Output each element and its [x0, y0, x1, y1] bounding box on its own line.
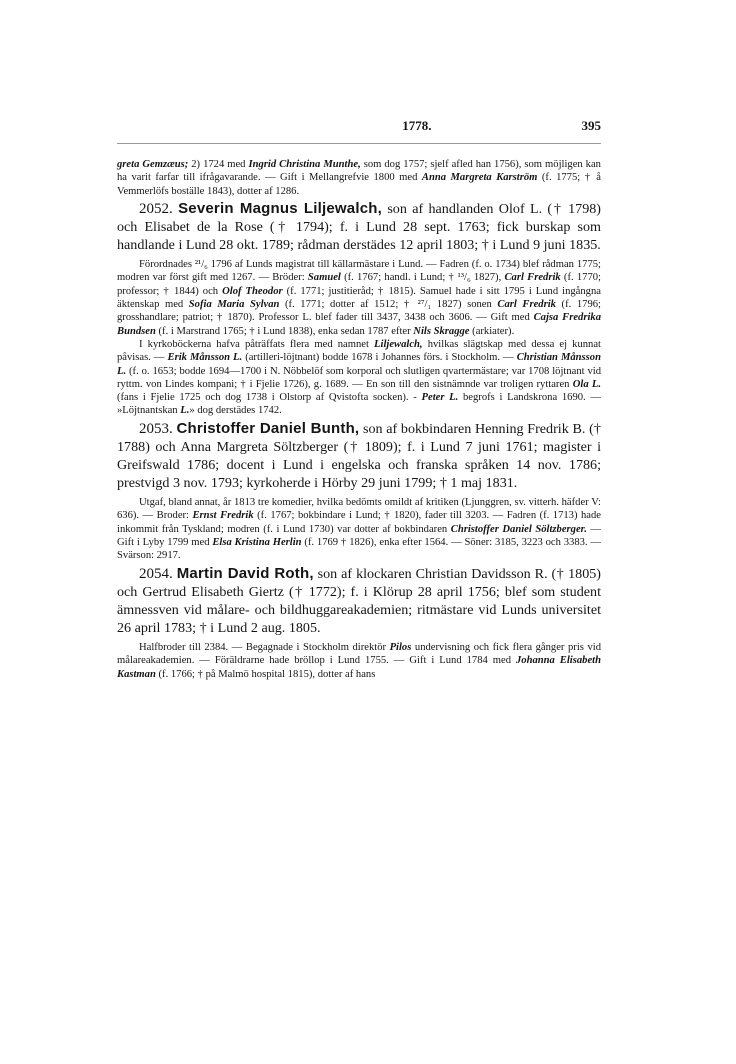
person-name: Carl Fredrik	[497, 299, 556, 311]
entry-bio	[117, 565, 601, 637]
entry-note	[117, 496, 601, 562]
note-text: (fans i Fjelie 1725 och dog 1738 i Olstorp af Qvistofta socken). -	[117, 392, 422, 404]
note-text: Halfbroder till 2384. — Begagnade i Stockholm direktör	[139, 641, 390, 653]
person-name: Olof Theodor	[222, 285, 283, 297]
note-text: (f. 1796; grosshandlare; patriot; † 1870). Professor L. blef fader till 3437, 3438 och 3606. — Gift med	[117, 299, 601, 324]
note-text: Utgaf, bland annat, år 1813 tre komedier, hvilka bedömts omildt af kritiken (Ljunggren, sv. vitterh. häfder V: 636). — Broder:	[117, 497, 601, 522]
note-text: (f. 1771; justitieråd; † 1815). Samuel hade i sitt 1795 i Lund ingångna äktenskap med	[117, 285, 601, 311]
header-year: 1778.	[402, 118, 432, 133]
person-name: Sofia Maria Sylvan	[188, 299, 280, 311]
note-text: som dog 1757; sjelf afled han 1756), som möjligen kan ha varit farfar till ifrågavarande. — Gift i Mellangrefvie 1800 med	[117, 159, 601, 184]
person-name: Cajsa Fredrika Bundsen	[117, 312, 601, 337]
note-text: 2) 1724 med	[188, 159, 249, 170]
person-name: Anna Margreta Karström	[421, 172, 538, 184]
entry-number: 2054.	[139, 565, 173, 582]
person-name: Carl Fredrik	[504, 272, 561, 284]
entry-bio-text: son af bokbindaren Henning Fredrik B. († 1788) och Anna Margreta Söltzberger († 1809); f. i Lund 7 juni 1761; magister i Greifswald 1786; docent i Lund i engelska och franska språken 14 nov. 1786; prestvigd 3 nov. 1793; kyrkoherde i Hörby 29 juni 1799; † 1 maj 1831.	[117, 420, 601, 492]
entry-bio-text: son af handlanden Olof L. († 1798) och Elisabet de la Rose († 1794); f. i Lund 28 sept. 1763; fick burskap som handlande i Lund 28 okt. 1789; rådman derstädes 12 april 1803; † i Lund 9 juni 1835.	[117, 200, 602, 254]
person-name: Erik Månsson L.	[167, 352, 243, 364]
entry-bio	[117, 200, 601, 254]
person-name: Christoffer Daniel Söltzberger.	[450, 523, 587, 535]
note-text: (f. 1767; bokbindare i Lund; † 1820), fader till 3203. — Fadren (f. 1713) hade inkommit från Tyskland; modren (f. i Lund 1730) var dotter af bokbindaren	[117, 510, 601, 535]
entry-name: Severin Magnus Liljewalch,	[178, 199, 382, 217]
note-text: (f. 1769 † 1826), enka efter 1564. — Söner: 3185, 3223 och 3383. — Svärson: 2917.	[117, 537, 601, 562]
entry-bio	[117, 420, 601, 492]
note-text: undervisning och fick flera gånger pris vid målareakademien. — Föräldrarne hade bröllop i Lund 1755. — Gift i Lund 1784 med	[117, 641, 601, 667]
person-name: L.	[180, 405, 190, 417]
entry-note	[117, 641, 601, 681]
note-text: (f. o. 1653; bodde 1694—1700 i N. Nöbbelöf som korporal och slutligen qvartermästare; var 1708 löjtnant vid ryttm. von Lindes kompani; † i Fjelie 1726), g. 1689. — En son till den sistnämnde var troligen ryttaren	[117, 365, 601, 390]
note-text: (f. 1770; professor; † 1844) och	[117, 272, 601, 297]
note-text: (f. 1766; † på Malmö hospital 1815), dotter af hans	[155, 668, 376, 680]
note-text: begrofs i Landskrona 1690. — »Löjtnantskan	[117, 392, 601, 417]
person-name: Johanna Elisabeth Kastman	[117, 655, 601, 680]
entry-2054	[117, 565, 601, 681]
person-name: Ingrid Christina Munthe,	[248, 159, 361, 170]
person-name: Ernst Fredrik	[192, 510, 254, 522]
person-name: Peter L.	[421, 392, 459, 404]
note-text: (artilleri-löjtnant) bodde 1678 i Johannes förs. i Stockholm. —	[242, 352, 517, 364]
note-text: — Gift i Lyby 1799 med	[117, 523, 601, 548]
entry-name: Martin David Roth,	[176, 564, 314, 582]
note-text: (f. 1771; dotter af 1512; † ²⁷/₁ 1827) sonen	[279, 299, 498, 311]
note-text: I kyrkoböckerna hafva påträffats flera med namnet	[139, 338, 375, 350]
person-name: Elsa Kristina Herlin	[212, 537, 302, 548]
person-name: Christian Månsson L.	[117, 352, 601, 377]
person-name: greta Gemzæus;	[117, 159, 189, 170]
note-text: » dog derstädes 1742.	[189, 405, 282, 417]
note-text: (arkiater).	[469, 325, 515, 337]
note-text: Förordnades ²¹/₆ 1796 af Lunds magistrat till källarmästare i Lund. — Fadren (f. o. 1734) blef rådman 1775; modren var först gift med 1267. — Bröder:	[117, 259, 601, 284]
text-column	[117, 118, 601, 681]
person-name: Nils Skragge	[413, 325, 470, 337]
note-text: hvilkas slägtskap med dessa ej kunnat påvisas. —	[117, 338, 601, 364]
entry-2052	[117, 200, 601, 418]
continued-note	[117, 158, 601, 198]
person-name: Ola L.	[572, 378, 601, 390]
person-name: Liljewalch,	[374, 338, 423, 350]
running-header	[117, 118, 601, 144]
note-text: (f. i Marstrand 1765; † i Lund 1838), enka sedan 1787 efter	[155, 325, 414, 337]
entry-note	[117, 338, 601, 418]
entry-note	[117, 258, 601, 338]
entry-number: 2052.	[139, 200, 173, 217]
person-name: Pilos	[389, 641, 412, 653]
note-text: (f. 1775; † å Vemmerlöfs boställe 1843), dotter af 1286.	[117, 172, 602, 197]
person-name: Samuel	[307, 272, 341, 284]
entry-bio-text: son af klockaren Christian Davidsson R. († 1805) och Gertrud Elisabeth Giertz († 1772); f. i Klörup 28 april 1756; blef som student ämnessven vid målare- och bildhuggareakademien; ritmästare vid Lunds universitet 26 april 1783; † i Lund 2 aug. 1805.	[117, 565, 601, 636]
page-number: 395	[581, 118, 601, 133]
note-text: (f. 1767; handl. i Lund; † ¹³/₆ 1827),	[340, 272, 505, 284]
entry-name: Christoffer Daniel Bunth,	[176, 419, 360, 437]
entry-number: 2053.	[139, 420, 173, 437]
entry-2053	[117, 420, 601, 563]
